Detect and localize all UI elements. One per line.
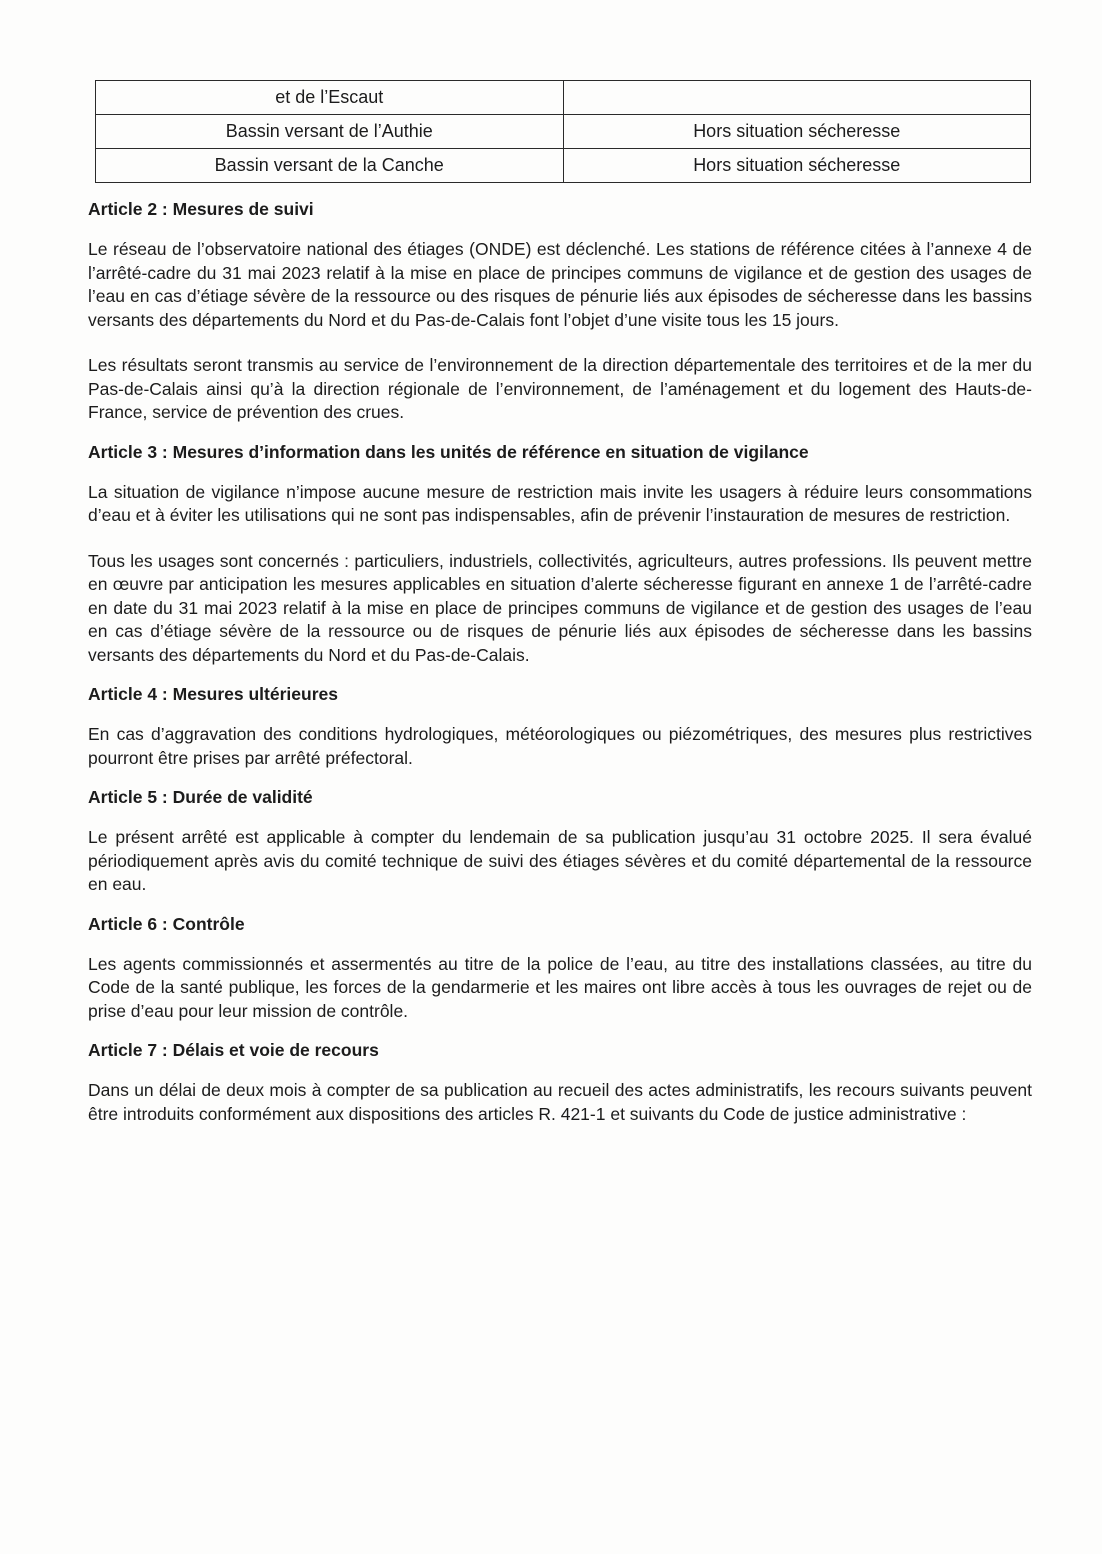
article-4: [88, 681, 1032, 770]
basin-status-table: [95, 80, 1031, 183]
article-title: Article 6 : Contrôle: [88, 913, 245, 934]
article-title: Article 3 : Mesures d’information dans les unités de référence en situation de vigilance: [88, 441, 809, 462]
table-row: [96, 149, 1031, 183]
basin-cell: Bassin versant de l’Authie: [96, 115, 564, 149]
basin-cell: et de l’Escaut: [96, 81, 564, 115]
article-3: [88, 439, 1032, 668]
article-2: [88, 196, 1032, 425]
table-row: [96, 81, 1031, 115]
article-title: Article 5 : Durée de validité: [88, 787, 313, 807]
article-5: [88, 784, 1032, 897]
table-row: [96, 115, 1031, 149]
status-cell: Hors situation sécheresse: [563, 115, 1031, 149]
status-cell: Hors situation sécheresse: [563, 149, 1031, 183]
article-paragraph: Le présent arrêté est applicable à compter du lendemain de sa publication jusqu’au 31 octobre 2025. Il sera évalué périodiquement après avis du comité technique de suivi des étiages sévères et du comité départemental de la ressource en eau.: [88, 827, 1032, 894]
article-paragraph: Les résultats seront transmis au service de l’environnement de la direction départementale des territoires et de la mer du Pas-de-Calais ainsi qu’à la direction régionale de l’environnement, de l’aménagement et du logement des Hauts-de-France, service de prévention des crues.: [88, 355, 1032, 422]
article-6: [88, 911, 1032, 1024]
article-paragraph: En cas d’aggravation des conditions hydrologiques, météorologiques ou piézométriques, des mesures plus restrictives pourront être prises par arrêté préfectoral.: [88, 724, 1032, 768]
article-title: Article 4 : Mesures ultérieures: [88, 684, 338, 704]
article-title: Article 2 : Mesures de suivi: [88, 199, 314, 219]
article-paragraph: Les agents commissionnés et assermentés au titre de la police de l’eau, au titre des installations classées, au titre du Code de la santé publique, les forces de la gendarmerie et les maires ont libre accès à tous les ouvrages de rejet ou de prise d’eau pour leur mission de contrôle.: [88, 953, 1032, 1021]
article-paragraph: Le réseau de l’observatoire national des étiages (ONDE) est déclenché. Les stations de référence citées à l’annexe 4 de l’arrêté-cadre du 31 mai 2023 relatif à la mise en place de principes communs de vigilance et de gestion des usages de l’eau en cas d’étiage sévère de la ressource ou des risques de pénurie liés aux épisodes de sécheresse dans les bassins versants des départements du Nord et du Pas-de-Calais font l’objet d’une visite tous les 15 jours.: [88, 239, 1032, 330]
article-paragraph: Tous les usages sont concernés : particuliers, industriels, collectivités, agriculteurs, autres professions. Ils peuvent mettre en œuvre par anticipation les mesures applicables en situation d’alerte sécheresse figurant en annexe 1 de l’arrêté-cadre en date du 31 mai 2023 relatif à la mise en place de principes communs de vigilance et de gestion des usages de l’eau en cas d’étiage sévère de la ressource ou de risques de pénurie liés aux épisodes de sécheresse dans les bassins versants des départements du Nord et du Pas-de-Calais.: [88, 550, 1032, 665]
article-7: [88, 1037, 1032, 1126]
basin-cell: Bassin versant de la Canche: [96, 149, 564, 183]
article-title: Article 7 : Délais et voie de recours: [88, 1040, 379, 1060]
article-paragraph: La situation de vigilance n’impose aucune mesure de restriction mais invite les usagers à réduire leurs consommations d’eau et à éviter les utilisations qui ne sont pas indispensables, afin de prévenir l’instauration de mesures de restriction.: [88, 481, 1032, 525]
document-body: [88, 196, 1032, 1126]
status-cell: [563, 81, 1031, 115]
article-paragraph: Dans un délai de deux mois à compter de sa publication au recueil des actes administratifs, les recours suivants peuvent être introduits conformément aux dispositions des articles R. 421-1 et suivants du Code de justice administrative :: [88, 1080, 1032, 1124]
